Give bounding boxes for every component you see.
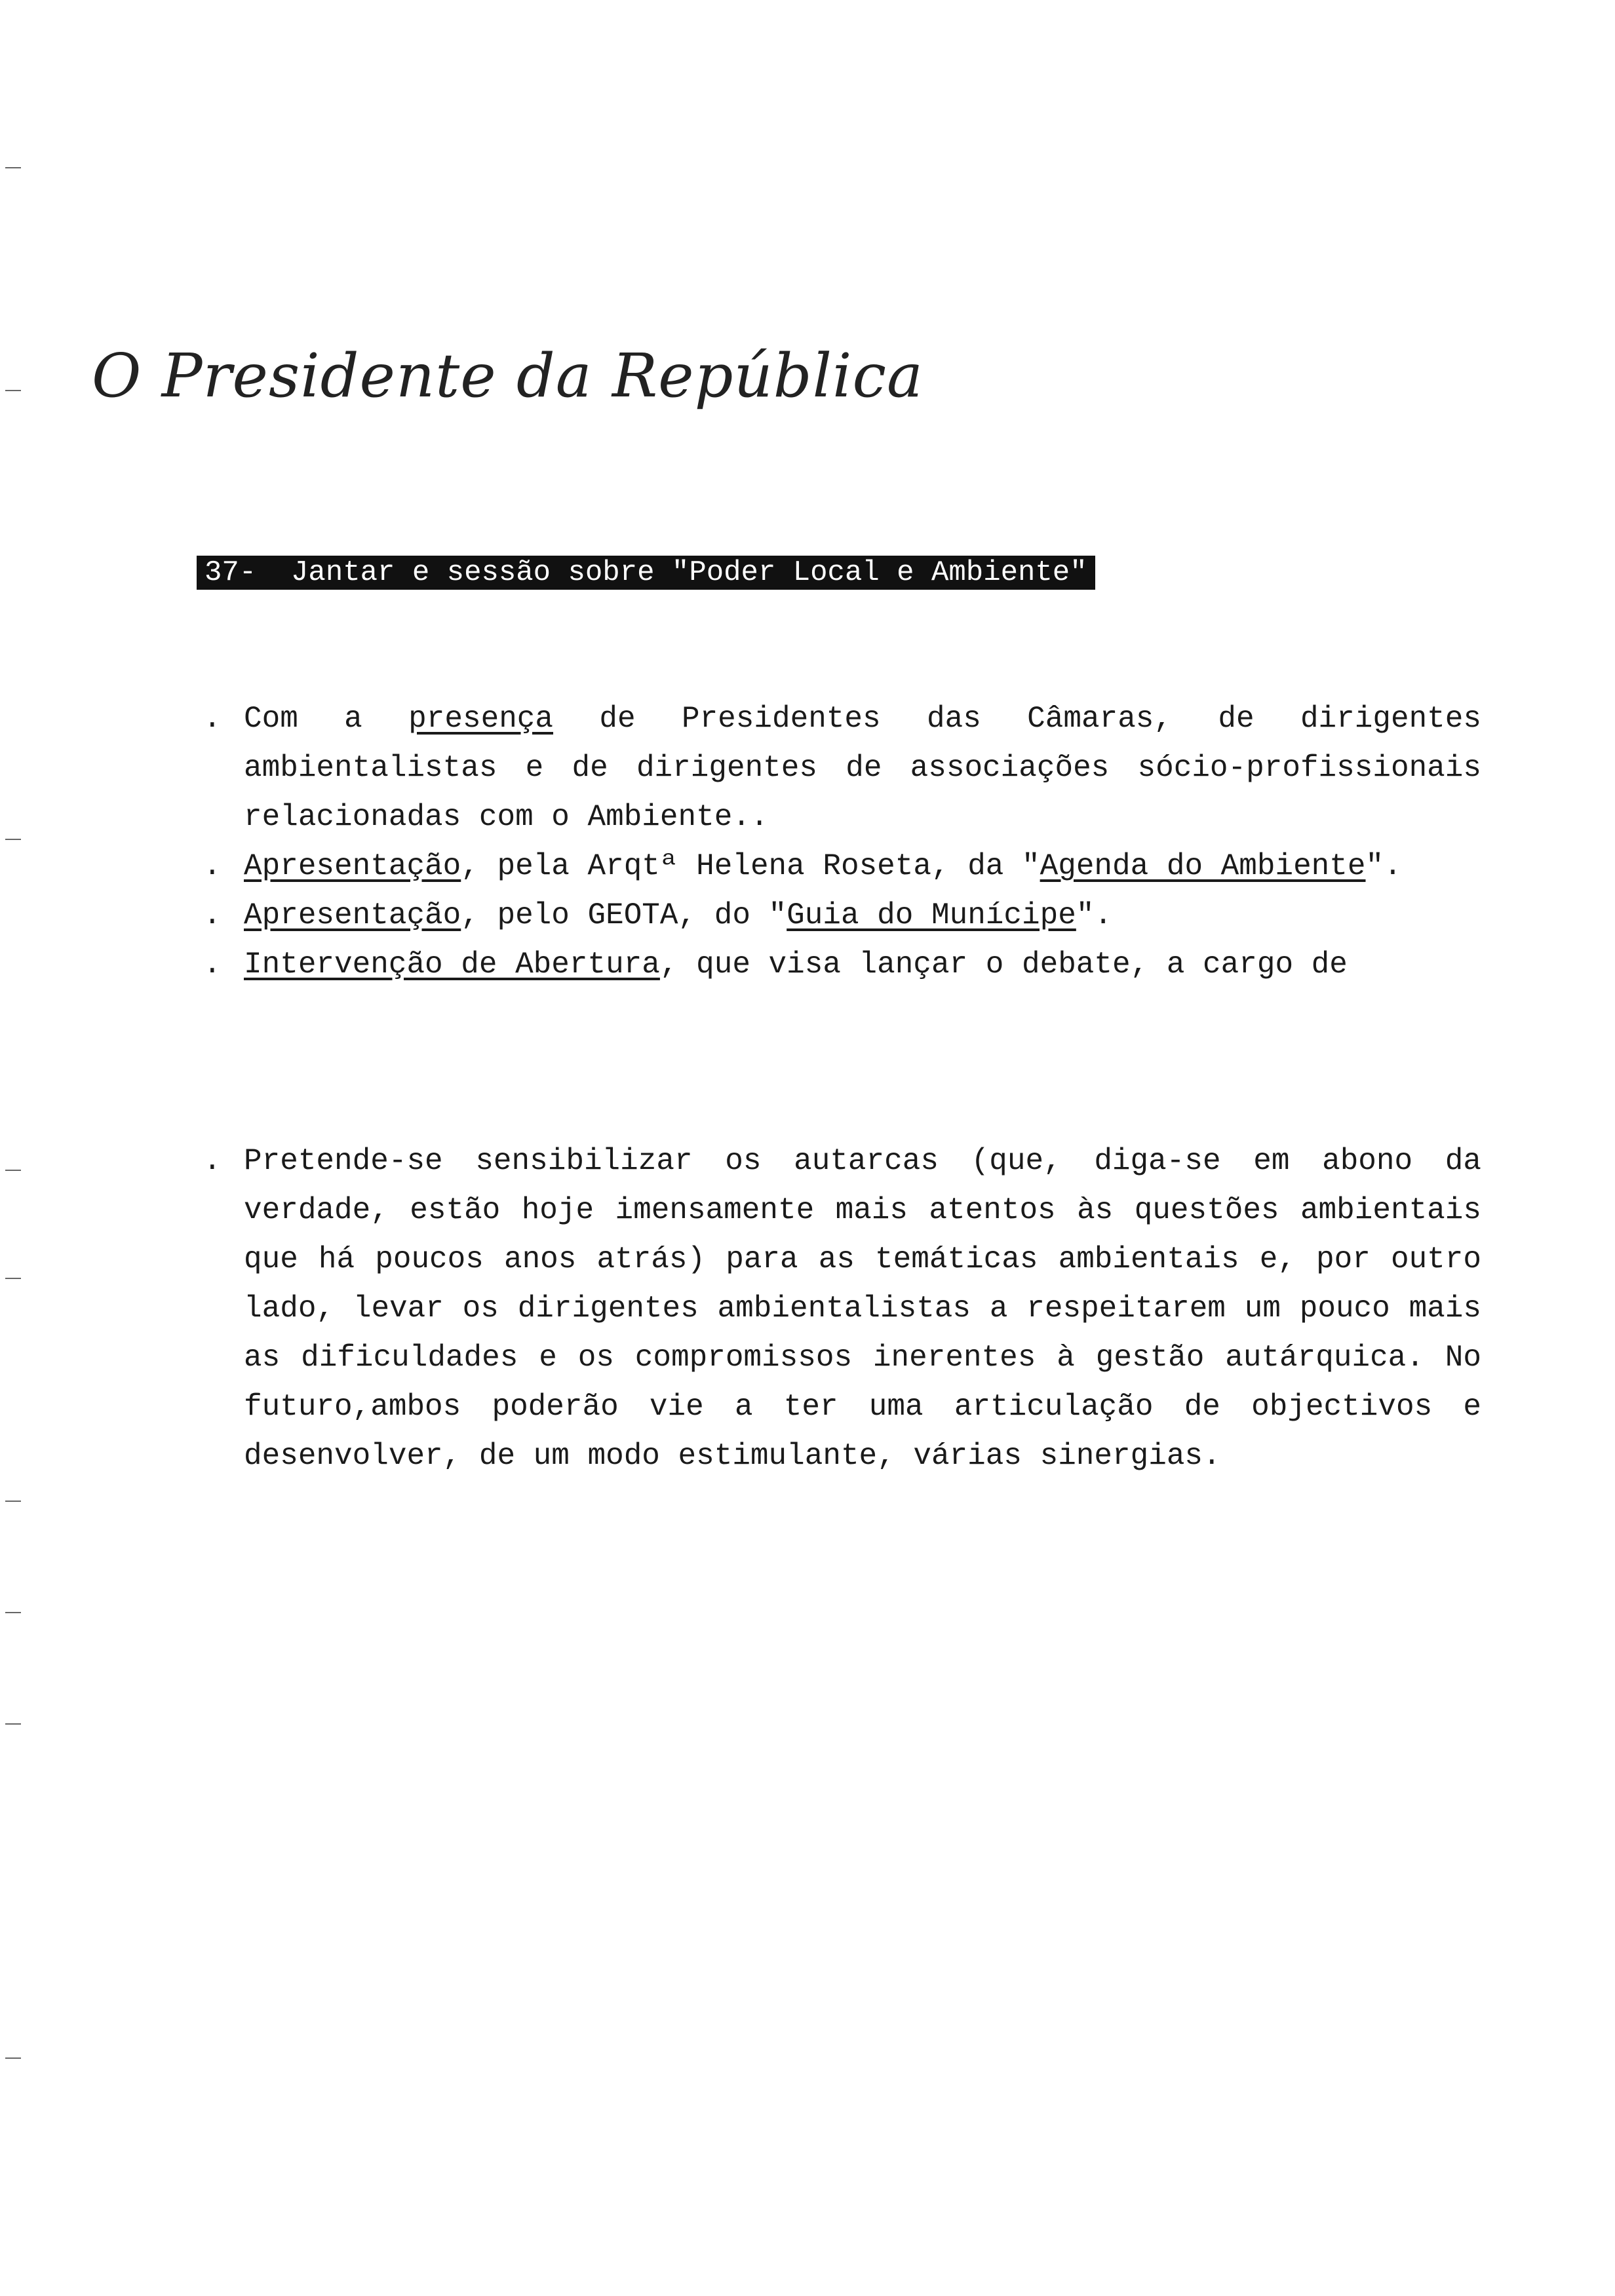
underlined-text: Agenda do Ambiente	[1040, 849, 1366, 883]
list-item	[203, 940, 1481, 989]
underlined-text: Apresentação	[244, 849, 461, 883]
bullet-marker: .	[203, 898, 222, 932]
paragraph-text: Pretende-se sensibilizar os autarcas (que, diga-se em abono da verdade, estão hoje imensamente mais atentos às questões ambientais que há poucos anos atrás) para as temáticas ambientais e, por outro lado, levar os dirigentes ambientalistas a respeitarem um pouco mais as dificuldades e os compromissos inerentes à gestão autárquica. No futuro,ambos poderão vie a ter uma articulação de objectivos e desenvolver, de um modo estimulante, várias sinergias.	[244, 1144, 1481, 1473]
scan-edge-mark	[5, 1612, 21, 1613]
item-text: ".	[1076, 898, 1113, 932]
bullet-marker: .	[203, 849, 222, 883]
item-text: Com a	[244, 702, 409, 736]
underlined-text: presença	[408, 702, 554, 736]
item-text: , pela Arqtª Helena Roseta, da "	[461, 849, 1040, 883]
letterhead-title: O Presidente da República	[92, 341, 924, 411]
item-text: , que visa lançar o debate, a cargo de	[659, 947, 1348, 982]
scan-edge-mark	[5, 839, 21, 840]
underlined-text: Intervenção de Abertura	[244, 947, 660, 982]
paragraph-item	[203, 1137, 1481, 1481]
scan-edge-mark	[5, 2057, 21, 2059]
body-paragraph-block	[203, 1137, 1481, 1481]
section-heading: 37- Jantar e sessão sobre "Poder Local e Ambiente"	[197, 556, 1095, 590]
list-item	[203, 695, 1481, 842]
scan-edge-mark	[5, 390, 21, 391]
bullet-list	[203, 695, 1481, 989]
scan-edge-mark	[5, 1501, 21, 1502]
scan-edge-mark	[5, 1278, 21, 1279]
item-text: ".	[1365, 849, 1402, 883]
bullet-marker: .	[203, 702, 222, 736]
scan-edge-mark	[5, 167, 21, 168]
item-text: de Presidentes das Câmaras, de dirigentes ambientalistas e de dirigentes de associações sócio-profissionais relacionadas com o Ambiente..	[244, 702, 1481, 834]
bullet-marker: .	[203, 1144, 222, 1178]
bullet-marker: .	[203, 947, 222, 982]
list-item	[203, 891, 1481, 940]
underlined-text: Apresentação	[244, 898, 461, 932]
scan-edge-mark	[5, 1723, 21, 1725]
underlined-text: Guia do Munícipe	[787, 898, 1076, 932]
scan-edge-mark	[5, 1170, 21, 1171]
item-text: , pelo GEOTA, do "	[461, 898, 787, 932]
list-item	[203, 842, 1481, 891]
